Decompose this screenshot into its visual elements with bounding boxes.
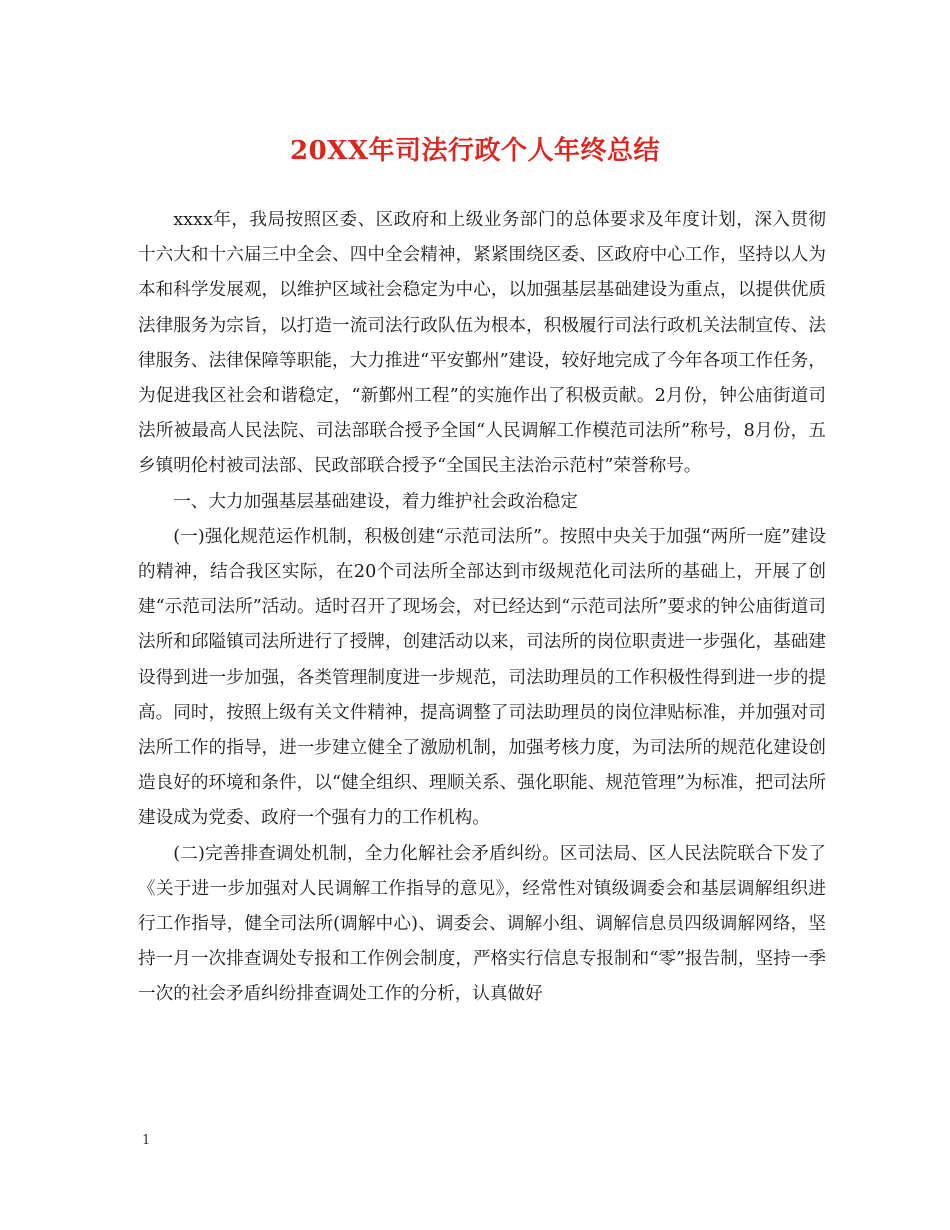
section-heading-1: 一、大力加强基层基础建设，着力维护社会政治稳定 <box>173 491 578 512</box>
document-title: 20XX年司法行政个人年终总结 <box>289 136 661 166</box>
paragraph-subsection-2: (二)完善排查调处机制，全力化解社会矛盾纠纷。区司法局、区人民法院联合下发了《关于进一步加强对人民调解工作指导的意见》，经常性对镇级调委会和基层调解组织进行工作指导，健全司法所(调解中心)、调委会、调解小组、调解信息员四级调解网络，坚持一月一次排查调处专报和工作例会制度，严格实行信息专报制和“零”报告制，坚持一季一次的社会矛盾纠纷排查调处工作的分析，认真做好 <box>138 843 826 1005</box>
document-body <box>138 203 826 1013</box>
paragraph-intro: xxxx年，我局按照区委、区政府和上级业务部门的总体要求及年度计划，深入贯彻十六大和十六届三中全会、四中全会精神，紧紧围绕区委、区政府中心工作，坚持以人为本和科学发展观，以维护区域社会稳定为中心，以加强基层基础建设为重点，以提供优质法律服务为宗旨，以打造一流司法行政队伍为根本，积极履行司法行政机关法制宣传、法律服务、法律保障等职能，大力推进“平安鄞州”建设，较好地完成了今年各项工作任务，为促进我区社会和谐稳定，“新鄞州工程”的实施作出了积极贡献。2月份，钟公庙街道司法所被最高人民法院、司法部联合授予全国“人民调解工作模范司法所”称号，8月份，五乡镇明伦村被司法部、民政部联合授予“全国民主法治示范村”荣誉称号。 <box>138 210 826 477</box>
page-number: 1 <box>142 1133 151 1148</box>
paragraph-subsection-1: (一)强化规范运作机制，积极创建“示范司法所”。按照中央关于加强“两所一庭”建设的精神，结合我区实际，在20个司法所全部达到市级规范化司法所的基础上，开展了创建“示范司法所”活动。适时召开了现场会，对已经达到“示范司法所”要求的钟公庙街道司法所和邱隘镇司法所进行了授牌，创建活动以来，司法所的岗位职责进一步强化，基础建设得到进一步加强，各类管理制度进一步规范，司法助理员的工作积极性得到进一步的提高。同时，按照上级有关文件精神，提高调整了司法助理员的岗位津贴标准，并加强对司法所工作的指导，进一步建立健全了激励机制，加强考核力度，为司法所的规范化建设创造良好的环境和条件，以“健全组织、理顺关系、强化职能、规范管理”为标准，把司法所建设成为党委、政府一个强有力的工作机构。 <box>138 526 826 829</box>
